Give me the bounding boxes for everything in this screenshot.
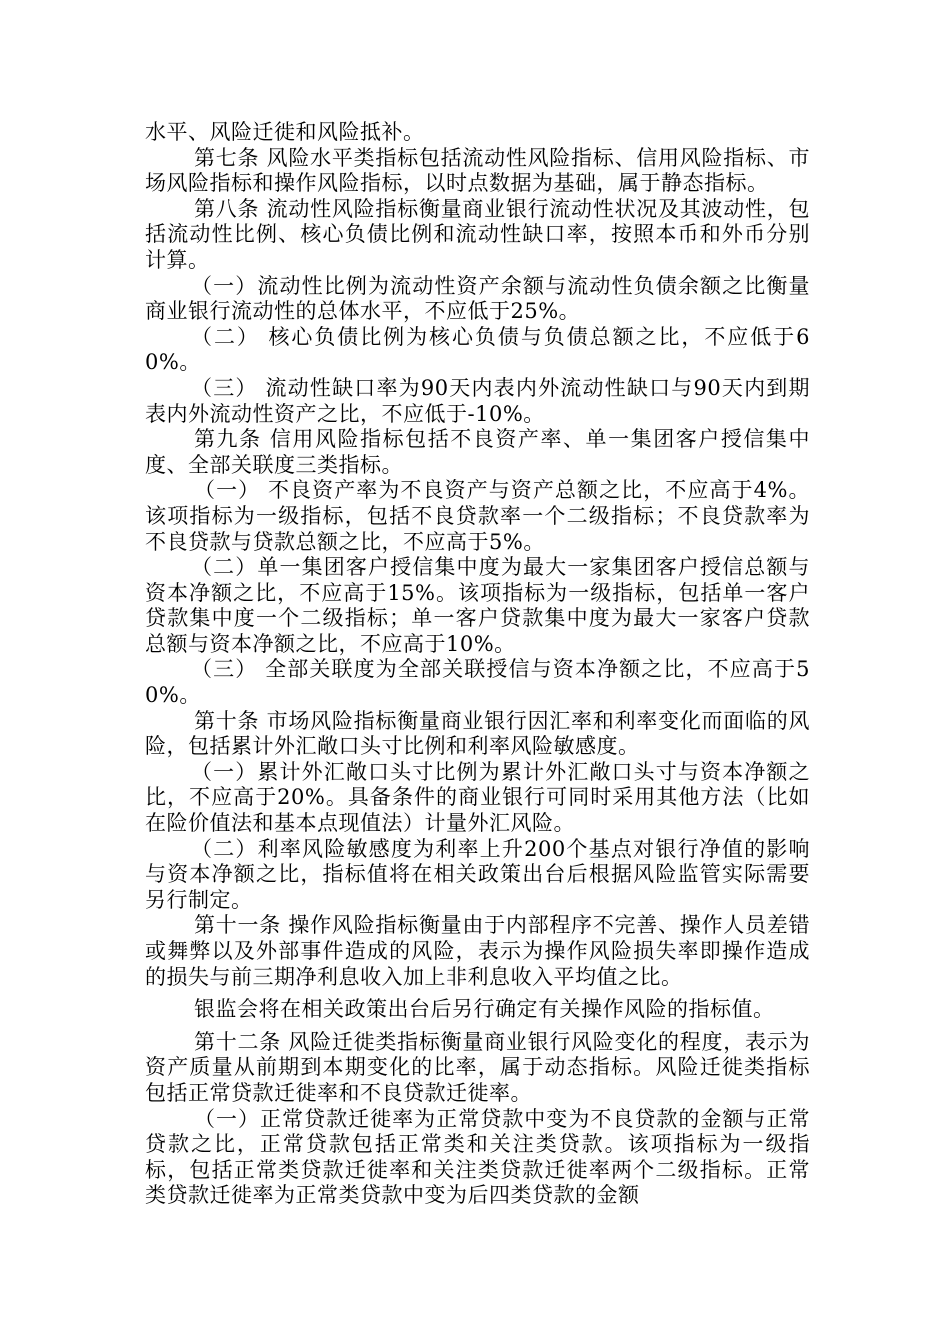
- paragraph-cbrc-note: 银监会将在相关政策出台后另行确定有关操作风险的指标值。: [194, 997, 775, 1022]
- paragraph-article-9-item-2: （二）单一集团客户授信集中度为最大一家集团客户授信总额与资本净额之比，不应高于15%。该项指标为一级指标，包括单一客户贷款集中度一个二级指标；单一客户贷款集中度为最大一家客户贷款总额与资本净额之比，不应高于10%。: [145, 555, 810, 656]
- paragraph-article-8-item-3: （三） 流动性缺口率为90天内表内外流动性缺口与90天内到期表内外流动性资产之比，不应低于-10%。: [145, 375, 810, 426]
- document-body: [145, 120, 810, 1209]
- paragraph-article-9-item-1: （一） 不良资产率为不良资产与资产总额之比，不应高于4%。该项指标为一级指标，包括不良贷款率一个二级指标；不良贷款率为不良贷款与贷款总额之比，不应高于5%。: [145, 478, 810, 554]
- paragraph-article-12-item-1: （一）正常贷款迁徙率为正常贷款中变为不良贷款的金额与正常贷款之比，正常贷款包括正常类和关注类贷款。该项指标为一级指标，包括正常类贷款迁徙率和关注类贷款迁徙率两个二级指标。正常类贷款迁徙率为正常类贷款中变为后四类贷款的金额: [145, 1106, 810, 1208]
- paragraph-article-10-item-2: （二）利率风险敏感度为利率上升200个基点对银行净值的影响与资本净额之比，指标值将在相关政策出台后根据风险监管实际需要另行制定。: [145, 836, 810, 912]
- paragraph-article-8-item-1: （一）流动性比例为流动性资产余额与流动性负债余额之比衡量商业银行流动性的总体水平，不应低于25%。: [145, 273, 810, 324]
- paragraph-article-12: 第十二条 风险迁徙类指标衡量商业银行风险变化的程度，表示为资产质量从前期到本期变化的比率，属于动态指标。风险迁徙类指标包括正常贷款迁徙率和不良贷款迁徙率。: [145, 1029, 810, 1105]
- paragraph-article-10-item-1: （一）累计外汇敞口头寸比例为累计外汇敞口头寸与资本净额之比，不应高于20%。具备条件的商业银行可同时采用其他方法（比如在险价值法和基本点现值法）计量外汇风险。: [145, 759, 810, 836]
- paragraph-article-11: 第十一条 操作风险指标衡量由于内部程序不完善、操作人员差错或舞弊以及外部事件造成的风险，表示为操作风险损失率即操作造成的损失与前三期净利息收入加上非利息收入平均值之比。: [145, 913, 810, 989]
- paragraph-article-10: 第十条 市场风险指标衡量商业银行因汇率和利率变化而面临的风险，包括累计外汇敞口头寸比例和利率风险敏感度。: [145, 708, 810, 759]
- paragraph-continuation: 水平、风险迁徙和风险抵补。: [145, 120, 425, 144]
- paragraph-article-9: 第九条 信用风险指标包括不良资产率、单一集团客户授信集中度、全部关联度三类指标。: [145, 427, 810, 477]
- paragraph-article-7: 第七条 风险水平类指标包括流动性风险指标、信用风险指标、市场风险指标和操作风险指标，以时点数据为基础，属于静态指标。: [145, 145, 810, 196]
- paragraph-article-9-item-3: （三） 全部关联度为全部关联授信与资本净额之比，不应高于50%。: [145, 657, 810, 708]
- paragraph-article-8-item-2: （二） 核心负债比例为核心负债与负债总额之比，不应低于60%。: [145, 324, 810, 375]
- paragraph-article-8: 第八条 流动性风险指标衡量商业银行流动性状况及其波动性，包括流动性比例、核心负债比例和流动性缺口率，按照本币和外币分别计算。: [145, 196, 810, 272]
